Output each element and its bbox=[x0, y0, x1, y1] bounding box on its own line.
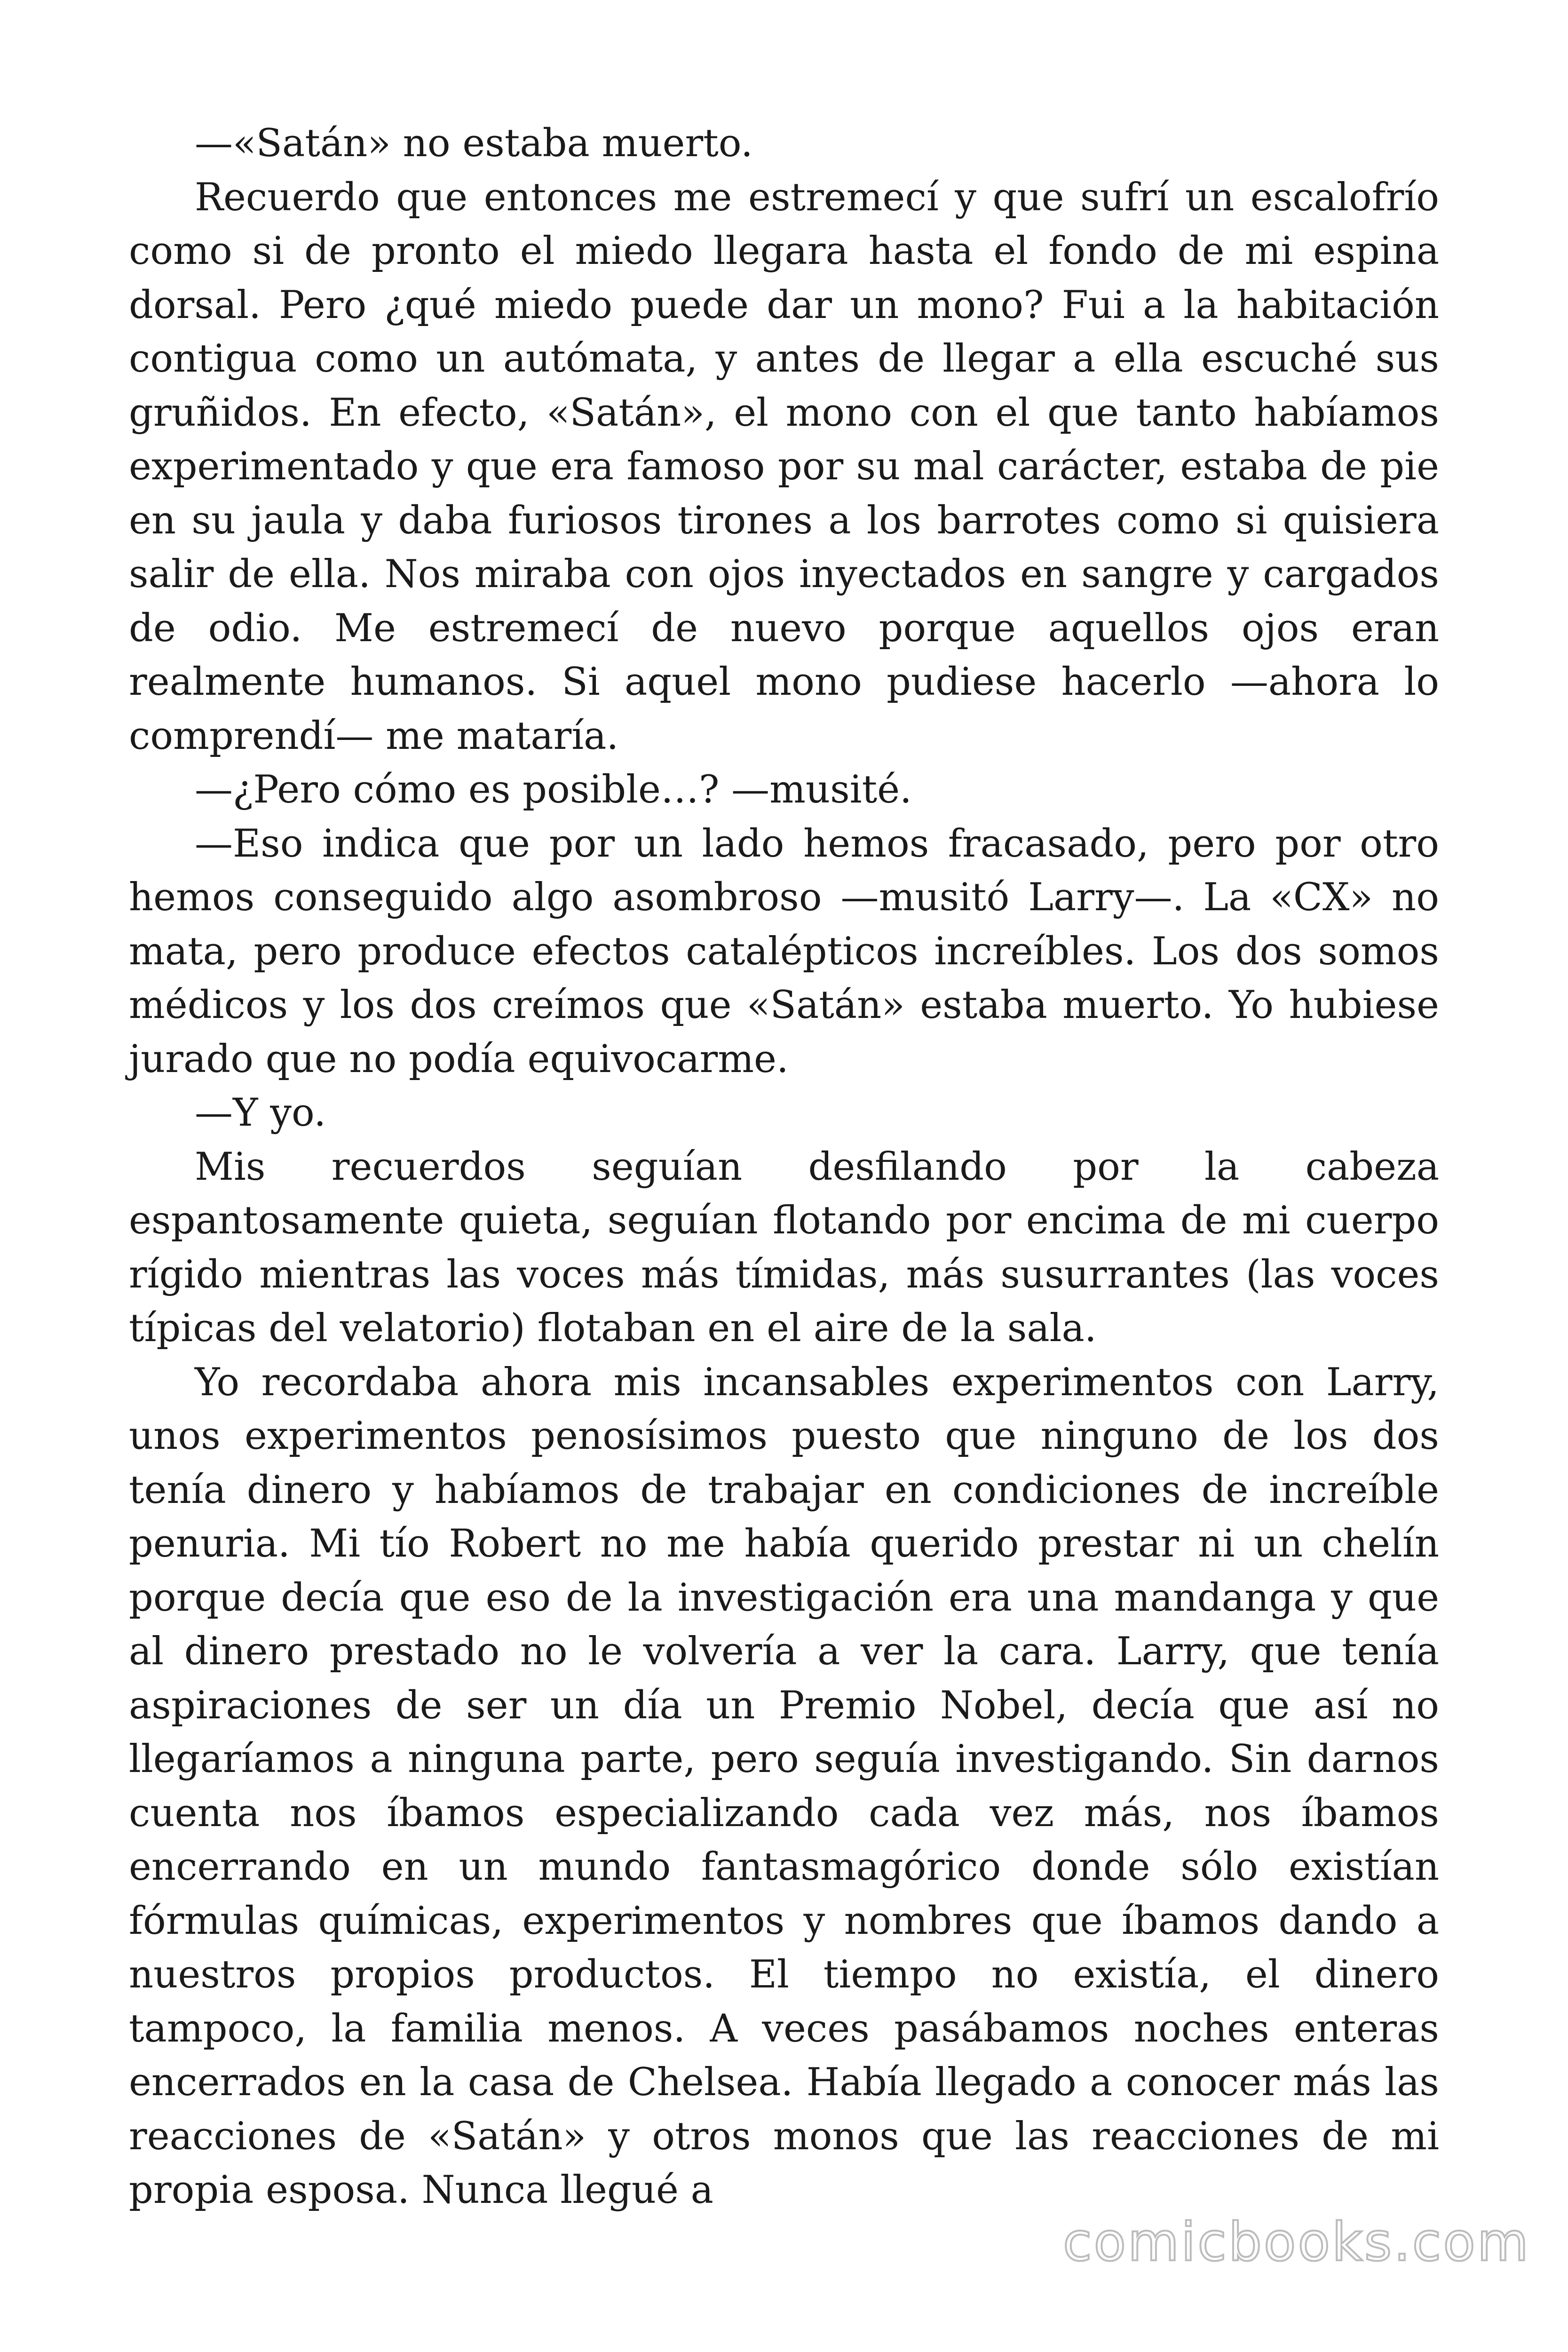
paragraph: Mis recuerdos seguían desfilando por la cabeza espantosamente quieta, seguían flotando por encima de mi cuerpo rígido mientras las voces más tímidas, más susurrantes (las voces típicas del velatorio) flotaban en el aire de la sala. bbox=[129, 1144, 1439, 1351]
page-body bbox=[129, 117, 1439, 2217]
paragraph: Recuerdo que entonces me estremecí y que sufrí un escalofrío como si de pronto el miedo llegara hasta el fondo de mi espina dorsal. Pero ¿qué miedo puede dar un mono? Fui a la habitación contigua como un autómata, y antes de llegar a ella escuché sus gruñidos. En efecto, «Satán», el mono con el que tanto habíamos experimentado y que era famoso por su mal carácter, estaba de pie en su jaula y daba furiosos tirones a los barrotes como si quisiera salir de ella. Nos miraba con ojos inyectados en sangre y cargados de odio. Me estremecí de nuevo porque aquellos ojos eran realmente humanos. Si aquel mono pudiese hacerlo —ahora lo comprendí— me mataría. bbox=[129, 175, 1439, 758]
paragraph: Yo recordaba ahora mis incansables experimentos con Larry, unos experimentos penosísimos puesto que ninguno de los dos tenía dinero y habíamos de trabajar en condiciones de increíble penuria. Mi tío Robert no me había querido prestar ni un chelín porque decía que eso de la investigación era una mandanga y que al dinero prestado no le volvería a ver la cara. Larry, que tenía aspiraciones de ser un día un Premio Nobel, decía que así no llegaríamos a ninguna parte, pero seguía investigando. Sin darnos cuenta nos íbamos especializando cada vez más, nos íbamos encerrando en un mundo fantasmagórico donde sólo existían fórmulas químicas, experimentos y nombres que íbamos dando a nuestros propios productos. El tiempo no existía, el dinero tampoco, la familia menos. A veces pasábamos noches enteras encerrados en la casa de Chelsea. Había llegado a conocer más las reacciones de «Satán» y otros monos que las reacciones de mi propia esposa. Nunca llegué a bbox=[129, 1360, 1439, 2212]
paragraph: —¿Pero cómo es posible…? —musité. bbox=[195, 768, 912, 812]
paragraph: —Eso indica que por un lado hemos fracasado, pero por otro hemos conseguido algo asombroso —musitó Larry—. La «CX» no mata, pero produce efectos catalépticos increíbles. Los dos somos médicos y los dos creímos que «Satán» estaba muerto. Yo hubiese jurado que no podía equivocarme. bbox=[129, 821, 1439, 1081]
paragraph: —Y yo. bbox=[195, 1091, 326, 1135]
watermark: comicbooks.com bbox=[1062, 2212, 1530, 2273]
paragraph: —«Satán» no estaba muerto. bbox=[195, 121, 753, 166]
